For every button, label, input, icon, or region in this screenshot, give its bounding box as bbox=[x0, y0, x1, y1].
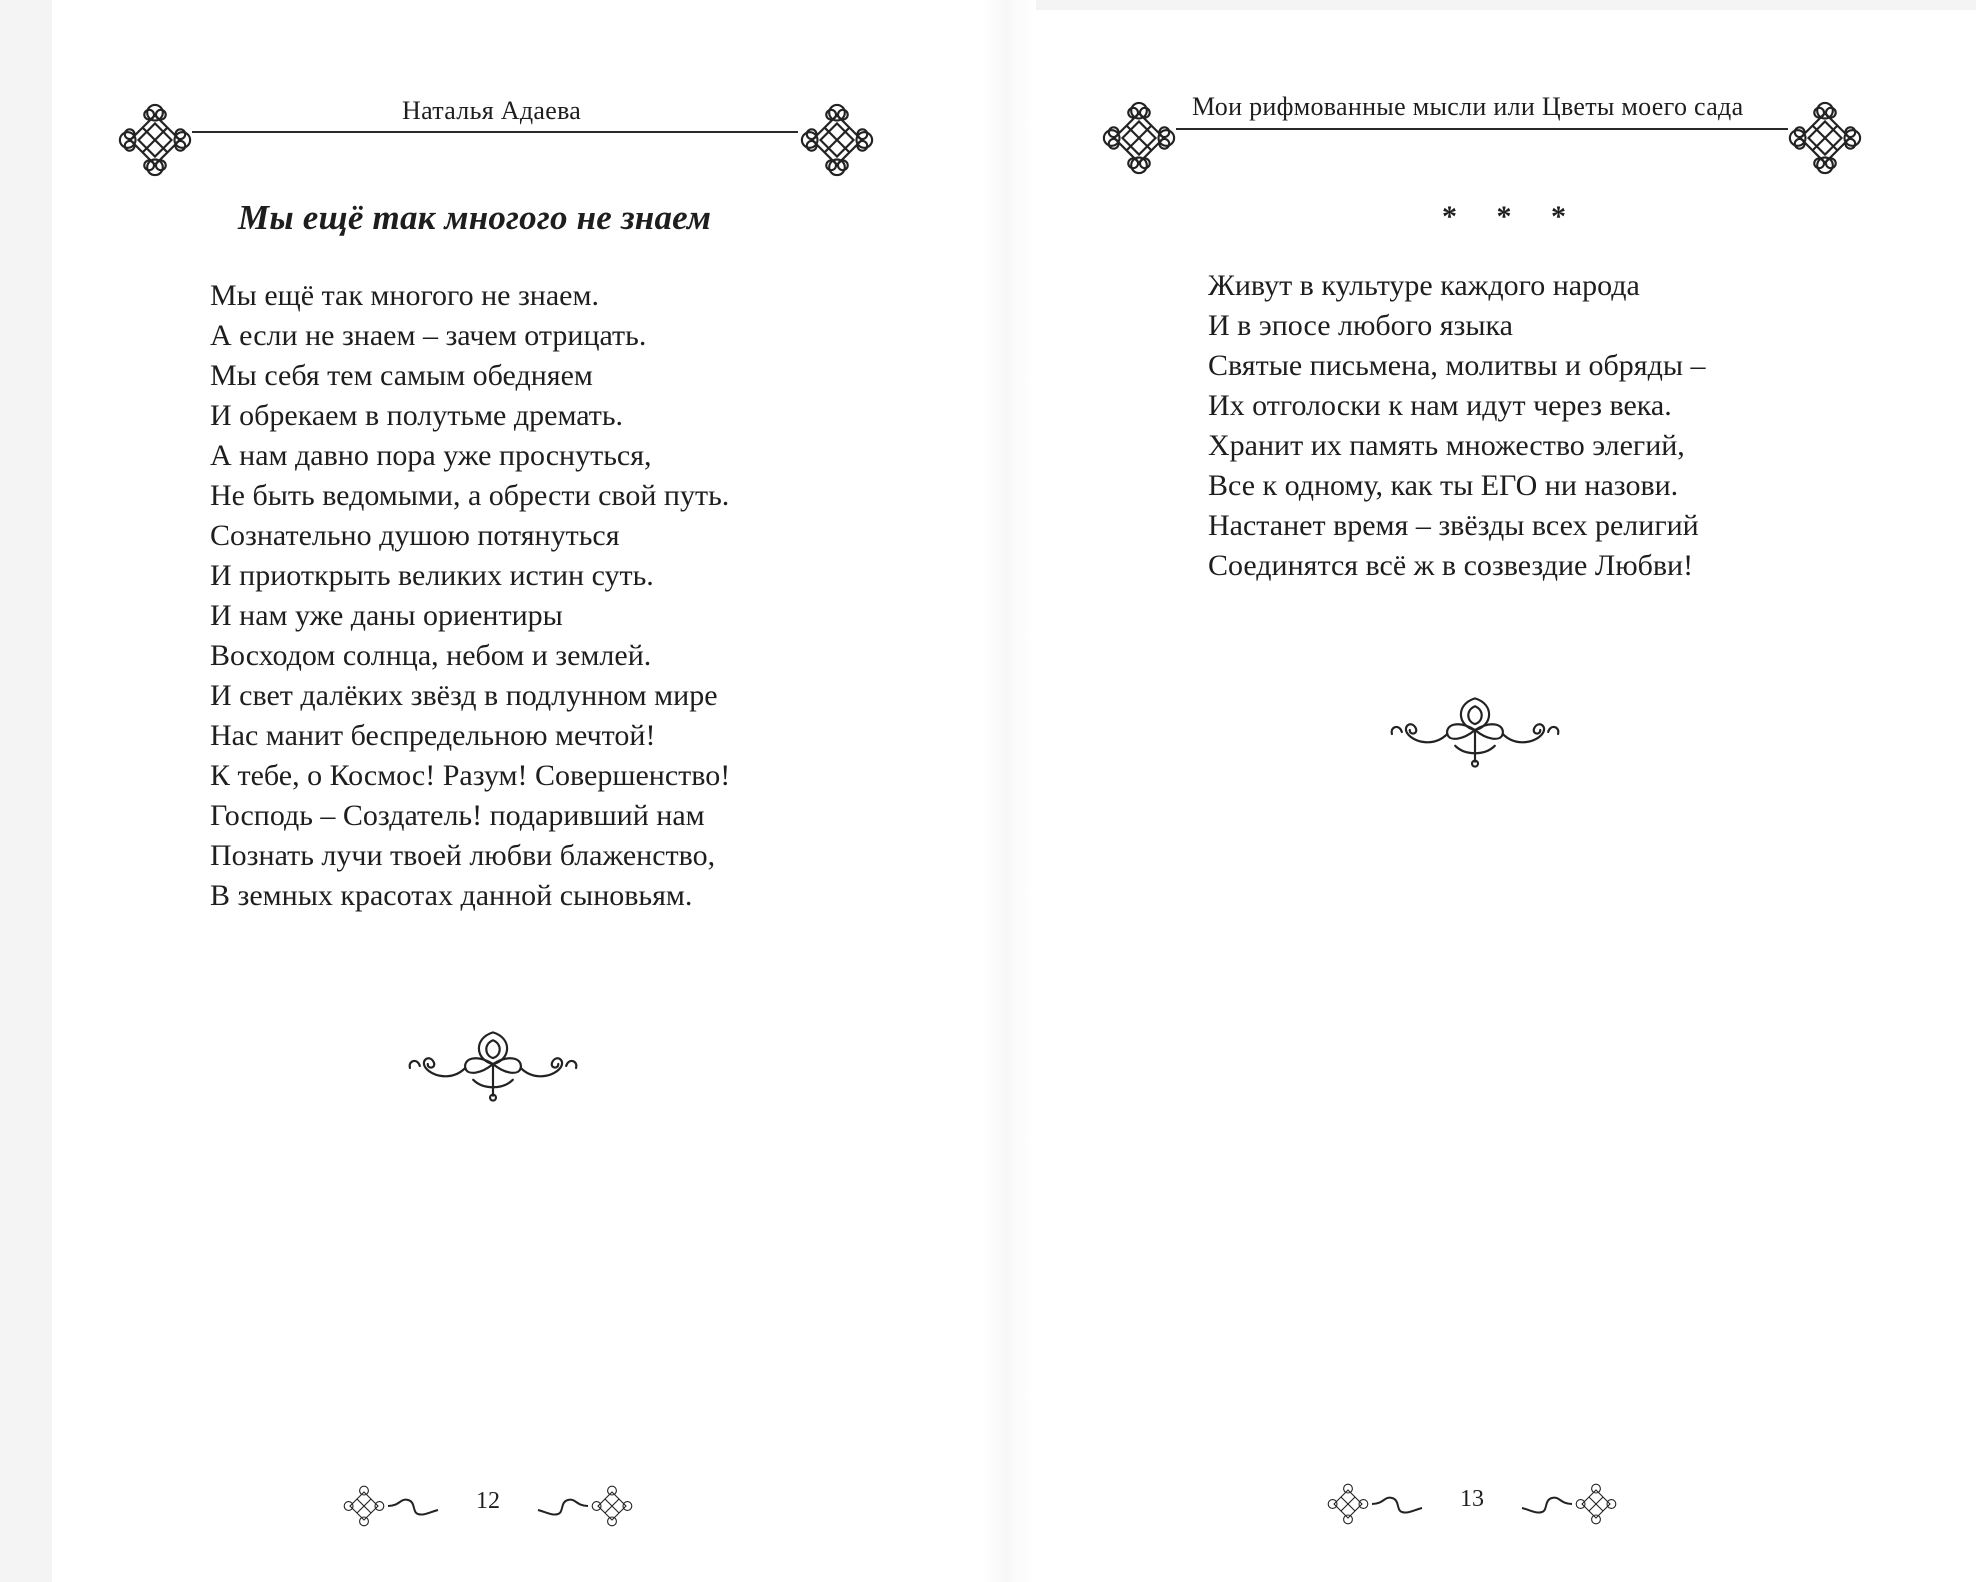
floral-vignette-icon bbox=[404, 1024, 582, 1104]
celtic-knot-icon bbox=[1786, 99, 1864, 177]
verse-line: Их отголоски к нам идут через века. bbox=[1208, 389, 1672, 422]
verse-line: А если не знаем – зачем отрицать. bbox=[210, 319, 647, 352]
verse-line: Все к одному, как ты ЕГО ни назови. bbox=[1208, 469, 1679, 502]
page-footer bbox=[338, 1476, 638, 1536]
celtic-knot-icon bbox=[1100, 99, 1178, 177]
verse-line: Не быть ведомыми, а обрести свой путь. bbox=[210, 479, 730, 512]
verse-line: Мы ещё так многого не знаем. bbox=[210, 279, 599, 312]
verse-line: И нам уже даны ориентиры bbox=[210, 599, 563, 632]
verse-line: А нам давно пора уже проснуться, bbox=[210, 439, 652, 472]
poem-title: Мы ещё так многого не знаем bbox=[238, 198, 712, 237]
celtic-knot-icon bbox=[116, 101, 194, 179]
page-gutter bbox=[982, 0, 1036, 1582]
verse-line: Соединятся всё ж в созвездие Любви! bbox=[1208, 549, 1694, 582]
verse-line: И приоткрыть великих истин суть. bbox=[210, 559, 654, 592]
verse-line: Мы себя тем самым обедняем bbox=[210, 359, 593, 392]
verse-line: Живут в культуре каждого народа bbox=[1208, 269, 1640, 302]
verse-line: И свет далёких звёзд в подлунном мире bbox=[210, 679, 718, 712]
verse-line: Господь – Создатель! подаривший нам bbox=[210, 799, 705, 832]
running-head-author: Наталья Адаева bbox=[402, 96, 582, 125]
verse-line: Святые письмена, молитвы и обряды – bbox=[1208, 349, 1706, 382]
page-footer bbox=[1322, 1474, 1622, 1534]
verse-line: К тебе, о Космос! Разум! Совершенство! bbox=[210, 759, 731, 792]
header-rule bbox=[192, 131, 798, 133]
verse-line: Сознательно душою потянуться bbox=[210, 519, 620, 552]
verse-line: И в эпосе любого языка bbox=[1208, 309, 1513, 342]
right-page bbox=[1036, 10, 1976, 1582]
running-head-book-title: Мои рифмованные мысли или Цветы моего сада bbox=[1192, 92, 1744, 121]
page-number: 12 bbox=[476, 1488, 500, 1514]
section-separator: * * * bbox=[1442, 200, 1582, 233]
verse-line: В земных красотах данной сыновьям. bbox=[210, 879, 693, 912]
verse-left bbox=[210, 276, 730, 916]
celtic-knot-icon bbox=[798, 101, 876, 179]
verse-line: Хранит их память множество элегий, bbox=[1208, 429, 1685, 462]
verse-line: Нас манит беспредельною мечтой! bbox=[210, 719, 656, 752]
floral-vignette-icon bbox=[1386, 690, 1564, 770]
verse-line: И обрекаем в полутьме дремать. bbox=[210, 399, 624, 432]
page-number: 13 bbox=[1460, 1486, 1484, 1512]
verse-line: Познать лучи твоей любви блаженство, bbox=[210, 839, 716, 872]
verse-right bbox=[1208, 266, 1706, 586]
header-rule bbox=[1176, 128, 1788, 130]
verse-line: Настанет время – звёзды всех религий bbox=[1208, 509, 1699, 542]
verse-line: Восходом солнца, небом и землей. bbox=[210, 639, 652, 672]
